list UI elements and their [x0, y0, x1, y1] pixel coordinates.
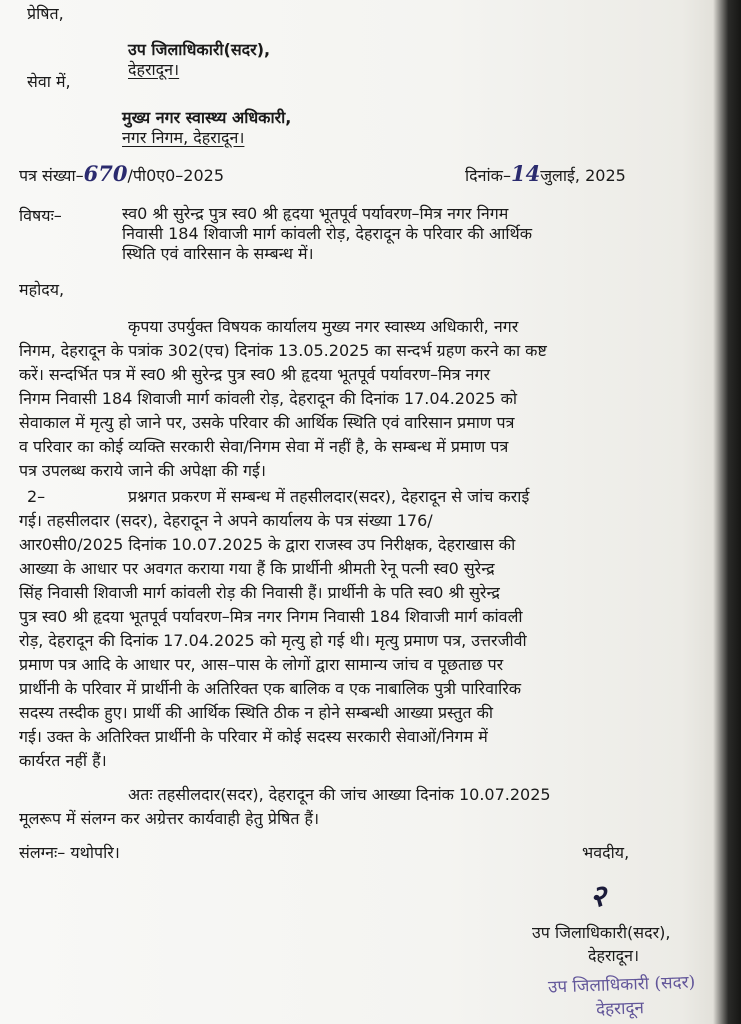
body-line: सेवाकाल में मृत्यु हो जाने पर, उसके परिवार की आर्थिक स्थिति एवं वारिसान प्रमाण पत्र	[19, 413, 515, 432]
date-day-handwritten: 14	[510, 161, 541, 186]
signatory-place: देहरादून।	[588, 946, 640, 965]
recipient-title: मुख्य नगर स्वास्थ्य अधिकारी,	[122, 108, 292, 127]
forwarded-label: प्रेषित,	[27, 4, 64, 23]
signature: २	[590, 879, 606, 914]
subject-line: निवासी 184 शिवाजी मार्ग कांवली रोड़, देहरादून के परिवार की आर्थिक	[122, 224, 533, 243]
body-line: रोड़, देहरादून की दिनांक 17.04.2025 को मृत्यु हो गई थी। मृत्यु प्रमाण पत्र, उत्तरजीवी	[19, 631, 527, 650]
body-line: अतः तहसीलदार(सदर), देहरादून की जांच आख्या दिनांक 10.07.2025	[128, 785, 551, 804]
body-line: मूलरूप में संलग्न कर अग्रेत्तर कार्यवाही हेतु प्रेषित हैं।	[19, 809, 320, 828]
official-stamp-line: उप जिलाधिकारी (सदर)	[547, 972, 696, 998]
letter-number-row	[19, 161, 225, 186]
body-line: आर0सी0/2025 दिनांक 10.07.2025 के द्वारा राजस्व उप निरीक्षक, देहराखास की	[19, 535, 516, 554]
body-line: सदस्य तस्दीक हुए। प्रार्थी की आर्थिक स्थिति ठीक न होने सम्बन्धी आख्या प्रस्तुत की	[19, 703, 494, 722]
body-line: कार्यरत नहीं हैं।	[19, 751, 107, 770]
body-line: आख्या के आधार पर अवगत कराया गया हैं कि प्रार्थीनी श्रीमती रेनू पत्नी स्व0 सुरेन्द्र	[19, 559, 495, 578]
date-label: दिनांक–	[465, 166, 511, 185]
letter-number-suffix: /पी0ए0–2025	[127, 166, 225, 185]
salutation: महोदय,	[19, 280, 65, 299]
body-line: व परिवार का कोई व्यक्ति सरकारी सेवा/निगम सेवा में नहीं है, के सम्बन्ध में प्रमाण पत्र	[19, 437, 509, 456]
to-label: सेवा में,	[27, 72, 71, 91]
letter-number-label: पत्र संख्या–	[19, 166, 84, 185]
recipient-place: नगर निगम, देहरादून।	[122, 128, 245, 147]
subject-line: स्व0 श्री सुरेन्द्र पुत्र स्व0 श्री हृदया भूतपूर्व पर्यावरण–मित्र नगर निगम	[122, 204, 509, 223]
paragraph-number: 2–	[27, 487, 46, 506]
body-line: पुत्र स्व0 श्री हृदया भूतपूर्व पर्यावरण–मित्र नगर निगम निवासी 184 शिवाजी मार्ग कांवली	[19, 607, 523, 626]
body-line: गई। उक्त के अतिरिक्त प्रार्थीनी के परिवार में कोई सदस्य सरकारी सेवाओं/निगम में	[19, 727, 488, 746]
signatory-title: उप जिलाधिकारी(सदर),	[532, 923, 671, 942]
body-line: सिंह निवासी शिवाजी मार्ग कांवली रोड़ की निवासी हैं। प्रार्थीनी के पति स्व0 श्री सुरेन्द्र	[19, 583, 500, 602]
body-line: निगम निवासी 184 शिवाजी मार्ग कांवली रोड़, देहरादून की दिनांक 17.04.2025 को	[19, 389, 518, 408]
letter-number-handwritten: 670	[83, 161, 128, 186]
body-line: कृपया उपर्युक्त विषयक कार्यालय मुख्य नगर स्वास्थ्य अधिकारी, नगर	[128, 317, 519, 336]
body-line: प्रमाण पत्र आदि के आधार पर, आस–पास के लोगों द्वारा सामान्य जांच व पूछताछ पर	[19, 655, 504, 674]
body-line: प्रार्थीनी के परिवार में प्रार्थीनी के अतिरिक्त एक बालिक व एक नाबालिक पुत्री पारिवारिक	[19, 679, 522, 698]
page-edge-shadow	[713, 0, 741, 1024]
official-stamp-line: देहरादून	[595, 998, 645, 1020]
subject-label: विषयः–	[19, 206, 62, 225]
closing: भवदीय,	[582, 843, 630, 862]
date-row	[465, 161, 626, 186]
enclosure-note: संलग्नः– यथोपरि।	[19, 843, 120, 862]
subject-line: स्थिति एवं वारिसान के सम्बन्ध में।	[122, 244, 314, 263]
body-line: पत्र उपलब्ध कराये जाने की अपेक्षा की गई।	[19, 461, 266, 480]
sender-title: उप जिलाधिकारी(सदर),	[128, 40, 271, 59]
body-line: करें। सन्दर्भित पत्र में स्व0 श्री सुरेन्द्र पुत्र स्व0 श्री हृदया भूतपूर्व पर्यावरण–मित्र नगर	[19, 365, 491, 384]
body-line: प्रश्नगत प्रकरण में सम्बन्ध में तहसीलदार(सदर), देहरादून से जांच कराई	[128, 487, 530, 506]
body-line: गई। तहसीलदार (सदर), देहरादून ने अपने कार्यालय के पत्र संख्या 176/	[19, 511, 433, 530]
body-line: निगम, देहरादून के पत्रांक 302(एच) दिनांक 13.05.2025 का सन्दर्भ ग्रहण करने का कष्ट	[19, 341, 547, 360]
date-rest: जुलाई, 2025	[540, 166, 626, 185]
sender-place: देहरादून।	[128, 60, 180, 79]
